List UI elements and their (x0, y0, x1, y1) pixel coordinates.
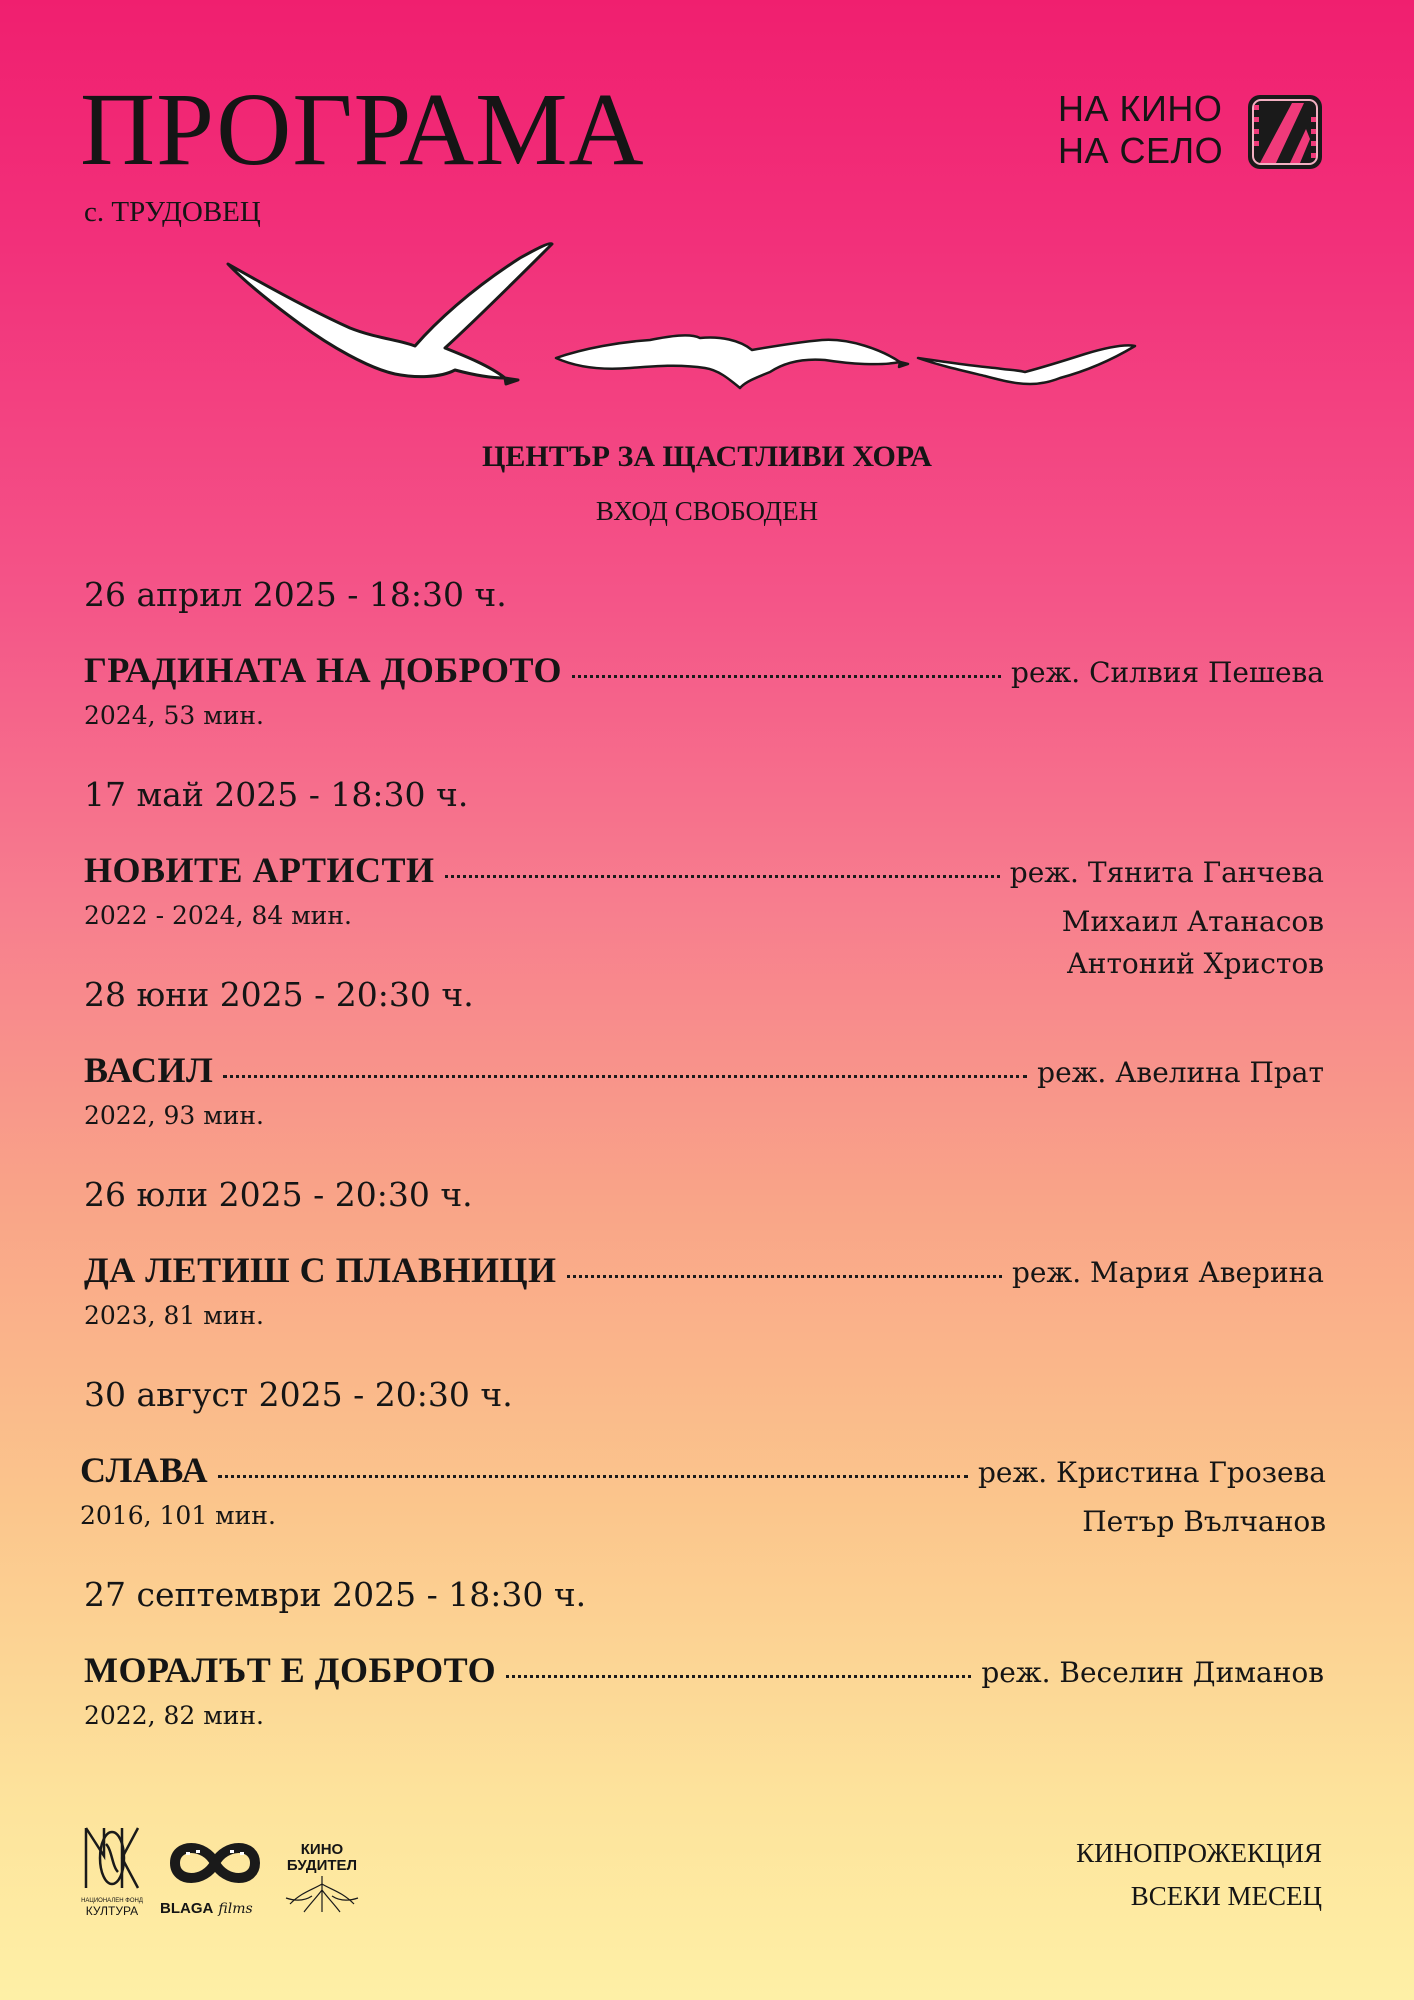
bird-medium (556, 335, 908, 388)
bird-small (918, 345, 1135, 384)
screening-6 (84, 1575, 1324, 1730)
film-meta: 2023, 81 мин. (84, 1301, 264, 1330)
screening-2 (84, 775, 1324, 980)
infinity-icon (160, 1838, 270, 1888)
footer-line-2: ВСЕКИ МЕСЕЦ (1130, 1881, 1322, 1911)
film-director: реж. Веселин Диманов (981, 1656, 1324, 1689)
kino-line-1: КИНО (300, 1841, 344, 1858)
blaga-text: BLAGA (160, 1900, 214, 1917)
screening-date: 17 май 2025 - 18:30 ч. (84, 775, 469, 814)
page-title: ПРОГРАМА (80, 72, 645, 187)
film-director: реж. Кристина Грозева (977, 1456, 1326, 1489)
screening-bottom (80, 1501, 1326, 1538)
film-title: ВАСИЛ (84, 1050, 214, 1090)
nfk-label: КУЛТУРА (85, 1904, 139, 1918)
screening-3 (84, 975, 1324, 1130)
bird-large (228, 244, 552, 384)
venue-name: ЦЕНТЪР ЗА ЩАСТЛИВИ ХОРА (482, 440, 932, 473)
flying-birds-illustration (200, 228, 1160, 428)
film-road-logo-icon (1246, 93, 1324, 171)
film-title: ДА ЛЕТИШ С ПЛАВНИЦИ (84, 1250, 557, 1290)
extra-director: Антоний Христов (1066, 947, 1324, 980)
blaga-films-logo (160, 1838, 270, 1918)
film-meta: 2022, 93 мин. (84, 1101, 264, 1130)
blaga-script: films (218, 1901, 253, 1917)
dot-leader (506, 1675, 971, 1678)
film-director: реж. Авелина Прат (1037, 1056, 1324, 1089)
nfk-small-label: НАЦИОНАЛЕН ФОНД (81, 1898, 143, 1904)
film-meta: 2016, 101 мин. (80, 1501, 276, 1530)
footer-note (1076, 1832, 1322, 1918)
film-title: ГРАДИНАТА НА ДОБРОТО (84, 650, 562, 690)
brand-wordmark (1058, 88, 1223, 172)
dot-leader (572, 675, 1001, 678)
extra-director: Михаил Атанасов (1061, 905, 1324, 938)
extra-directors (1062, 901, 1324, 985)
village-name: с. ТРУДОВЕЦ (84, 196, 261, 228)
film-title: НОВИТЕ АРТИСТИ (84, 850, 435, 890)
screening-title-row (84, 1249, 1324, 1291)
film-director: реж. Тянита Ганчева (1009, 856, 1324, 889)
screening-title-row (84, 1649, 1324, 1691)
screening-bottom (84, 901, 1324, 980)
screening-4 (84, 1175, 1324, 1330)
dot-leader (223, 1075, 1027, 1078)
footer-line-1: КИНОПРОЖЕКЦИЯ (1076, 1838, 1322, 1868)
film-meta: 2022 - 2024, 84 мин. (84, 901, 352, 930)
film-title: СЛАВА (80, 1450, 209, 1490)
screening-5 (80, 1375, 1326, 1538)
screening-date: 30 август 2025 - 20:30 ч. (84, 1375, 513, 1414)
nfk-logo (78, 1822, 146, 1918)
screening-title-row (84, 1049, 1324, 1091)
screening-1 (84, 575, 1324, 730)
kino-line-2: БУДИТЕЛ (286, 1857, 358, 1874)
blaga-wordmark (160, 1898, 270, 1917)
brand-line-2: НА СЕЛО (1058, 130, 1224, 171)
film-director: реж. Силвия Пешева (1011, 656, 1324, 689)
dot-leader (218, 1475, 968, 1478)
brand-line-1: НА КИНО (1058, 88, 1223, 129)
screening-title-row (80, 1449, 1326, 1491)
film-meta: 2024, 53 мин. (84, 701, 264, 730)
dot-leader (445, 875, 1000, 878)
screening-date: 27 септември 2025 - 18:30 ч. (84, 1575, 587, 1614)
screening-title-row (84, 849, 1324, 891)
film-meta: 2022, 82 мин. (84, 1701, 264, 1730)
screening-date: 28 юни 2025 - 20:30 ч. (84, 975, 474, 1014)
kino-buditel-logo (282, 1842, 362, 1922)
extra-directors (1082, 1501, 1326, 1543)
screening-date: 26 април 2025 - 18:30 ч. (84, 575, 507, 614)
film-director: реж. Мария Аверина (1011, 1256, 1324, 1289)
nfk-emblem-icon (78, 1822, 146, 1894)
film-title: МОРАЛЪТ Е ДОБРОТО (84, 1650, 497, 1690)
dot-leader (567, 1275, 1002, 1278)
extra-director: Петър Вълчанов (1082, 1505, 1326, 1538)
screening-title-row (84, 649, 1324, 691)
roots-icon (282, 1874, 362, 1914)
entry-info: ВХОД СВОБОДЕН (595, 496, 819, 526)
screening-date: 26 юли 2025 - 20:30 ч. (84, 1175, 473, 1214)
